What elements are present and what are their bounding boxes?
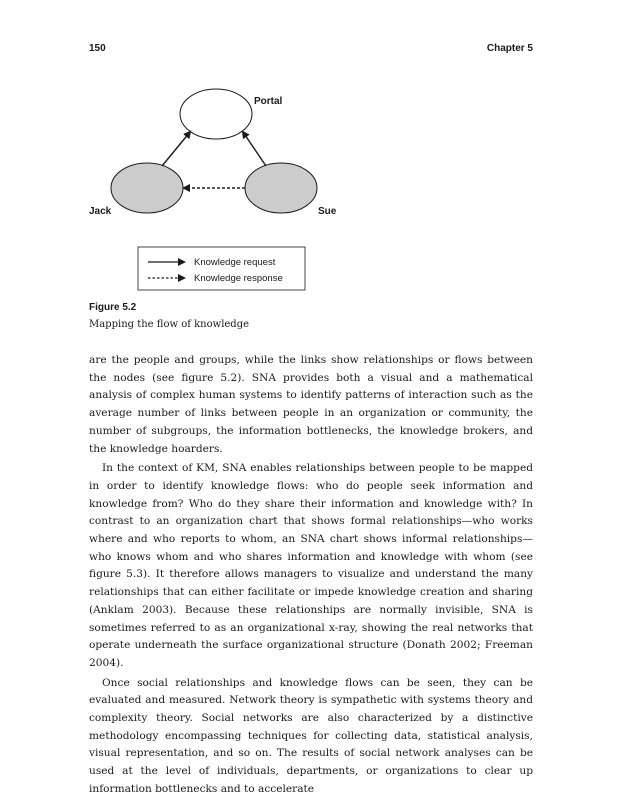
page-number: 150: [89, 43, 106, 54]
jack-label: Jack: [89, 206, 112, 217]
paragraph-1: are the people and groups, while the links show relationships or flows between the nodes (see figure 5.2). SNA provides both a visual and a mathematical analysis of complex human systems to identify patterns of interaction such as the average number of links between people in an organization or community, the number of subgroups, the information bottlenecks, the knowledge brokers, and the knowledge hoarders.: [89, 354, 533, 455]
legend-request-label: Knowledge request: [194, 257, 276, 268]
portal-label: Portal: [254, 96, 283, 107]
jack-node: [111, 163, 183, 213]
portal-node: [180, 89, 252, 139]
paragraph-2: In the context of KM, SNA enables relationships between people to be mapped in order to identify knowledge flows: who do people seek information and knowledge from? Who do they share their information and knowledge with? In contrast to an organization chart that shows formal relationships—who works where and who reports to whom, an SNA chart shows informal relationships—who knows whom and who shares information and knowledge with whom (see figure 5.3). It therefore allows managers to visualize and understand the many relationships that can either facilitate or impede knowledge creation and sharing (Anklam 2003). Because these relationships are normally invisible, SNA is sometimes referred to as an organizational x-ray, showing the real networks that operate underneath the surface organizational structure (Donath 2002; Freeman 2004).: [89, 462, 533, 669]
jack-to-portal-request-arrow: [162, 132, 190, 166]
sue-to-portal-request-arrow: [243, 132, 266, 166]
body-text: [89, 352, 533, 799]
figure-caption-label: Figure 5.2: [89, 302, 137, 313]
sue-node: [245, 163, 317, 213]
knowledge-flow-diagram: [0, 0, 622, 300]
paragraph-3: Once social relationships and knowledge flows can be seen, they can be evaluated and measured. Network theory is sympathetic with systems theory and complexity theory. Social networks are also characterized by a distinctive methodology encompassing techniques for collecting data, statistical analysis, visual representation, and so on. The results of social network analyses can be used at the level of individuals, departments, or organizations to clear up information bottlenecks and to accelerate: [89, 676, 533, 795]
legend-response-label: Knowledge response: [194, 273, 283, 284]
sue-label: Sue: [318, 206, 337, 217]
chapter-heading: Chapter 5: [486, 43, 533, 54]
figure-caption-title: Mapping the flow of knowledge: [89, 319, 250, 330]
